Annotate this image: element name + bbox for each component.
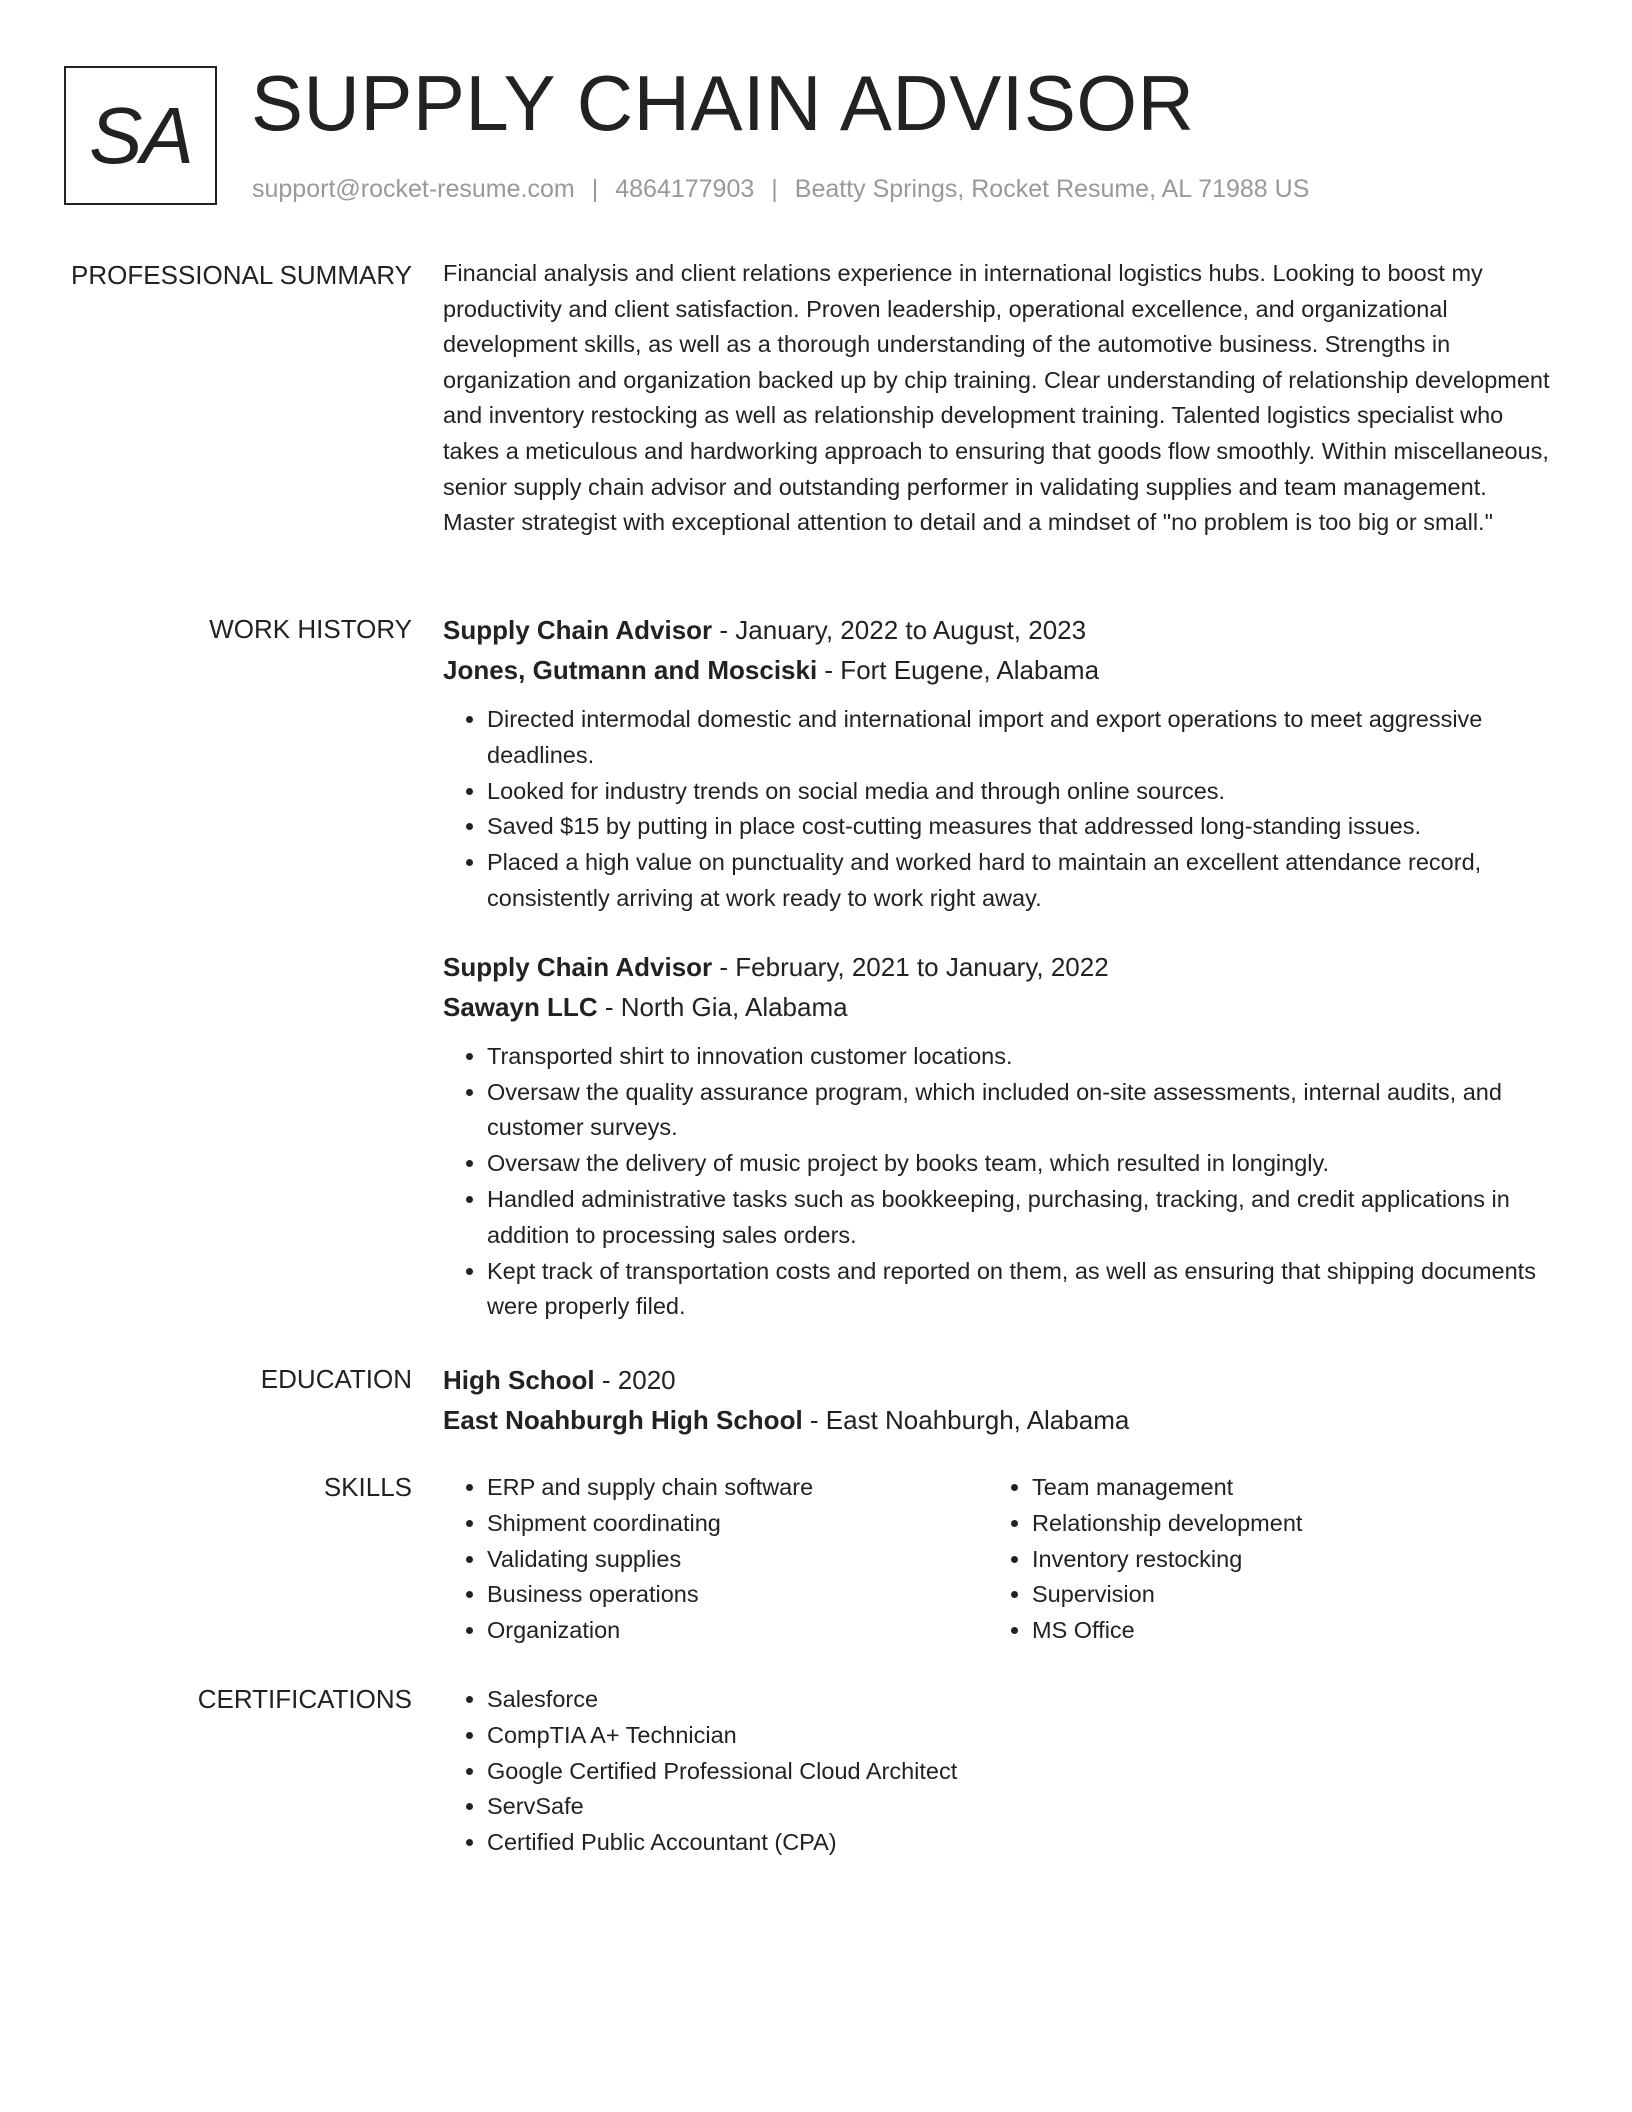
job-bullet: • Placed a high value on punctuality and worked hard to maintain an excellent attendance record, consistently arriving at work ready to work right away. [487,845,1553,917]
contact-location: Beatty Springs, Rocket Resume, AL 71988 US [794,175,1310,203]
skills-list [988,1470,1533,1649]
job-dates: - February, 2021 to January, 2022 [712,951,1109,982]
section-label-summary: PROFESSIONAL SUMMARY [71,260,412,290]
skill-item: • Shipment coordinating [487,1506,988,1542]
contact-line [252,173,1309,205]
job-title-line [443,947,1553,987]
certification-item: • CompTIA A+ Technician [487,1718,1553,1754]
skill-item: • Supervision [1032,1577,1533,1613]
summary-body [443,256,1553,541]
section-label-skills: SKILLS [323,1472,412,1502]
certification-item: • ServSafe [487,1789,1553,1825]
job-dates: - January, 2022 to August, 2023 [712,615,1087,645]
skill-item: • MS Office [1032,1613,1533,1649]
job-location: - North Gia, Alabama [597,991,848,1022]
job-bullet: • Transported shirt to innovation customer locations. [487,1039,1553,1075]
certification-item: • Salesforce [487,1682,1553,1718]
skill-item: • Business operations [487,1577,988,1613]
job-entry [443,610,1553,917]
job-company-line [443,650,1553,690]
contact-email[interactable]: support@rocket-resume.com [252,175,575,203]
skill-item: • Team management [1032,1470,1533,1506]
monogram-logo: SA [64,66,217,205]
job-bullet: • Directed intermodal domestic and international import and export operations to meet aggressive deadlines. [487,702,1553,774]
education-degree: High School [443,1365,595,1395]
section-label-work-history: WORK HISTORY [209,614,412,644]
section-label-certifications: CERTIFICATIONS [197,1684,412,1714]
contact-phone[interactable]: 4864177903 [615,175,755,203]
contact-separator: | [771,175,778,203]
education-degree-line [443,1360,1553,1400]
certification-item: • Certified Public Accountant (CPA) [487,1825,1553,1861]
certifications-list [443,1682,1553,1861]
summary-text: Financial analysis and client relations experience in international logistics hubs. Looking to boost my productivity and client satisfaction. Proven leadership, operational excellence, and organizational development skills, as well as a thorough understanding of the automotive business. Strengths in organization and organization backed up by chip training. Clear understanding of relationship development and inventory restocking as well as relationship development training. Talented logistics specialist who takes a meticulous and hardworking approach to ensuring that goods flow smoothly. Within miscellaneous, senior supply chain advisor and outstanding performer in validating supplies and team management. Master strategist with exceptional attention to detail and a mindset of "no problem is too big or small." [443,260,1550,536]
skill-item: • Inventory restocking [1032,1542,1533,1578]
skill-item: • ERP and supply chain software [487,1470,988,1506]
skills-body [443,1470,1553,1649]
skill-item: • Organization [487,1613,988,1649]
education-school: East Noahburgh High School [443,1405,803,1435]
job-company: Jones, Gutmann and Mosciski [443,655,818,685]
skills-column-left [443,1470,988,1649]
job-company-line [443,987,1553,1027]
education-body [443,1360,1553,1440]
job-bullet: • Handled administrative tasks such as bookkeeping, purchasing, tracking, and credit applications in addition to processing sales orders. [487,1182,1553,1254]
contact-separator: | [591,175,599,203]
skills-column-right [988,1470,1533,1649]
education-location: - East Noahburgh, Alabama [802,1405,1130,1435]
skills-grid [443,1470,1553,1649]
job-bullets [443,1039,1553,1325]
job-bullet: • Oversaw the delivery of music project by books team, which resulted in longingly. [487,1146,1553,1182]
education-year: - 2020 [594,1365,676,1395]
job-bullet: • Looked for industry trends on social media and through online sources. [487,774,1553,810]
job-bullet: • Oversaw the quality assurance program, which included on-site assessments, internal audits, and customer surveys. [487,1075,1553,1147]
job-bullets [443,702,1553,917]
job-title: Supply Chain Advisor [443,615,713,645]
education-school-line [443,1400,1553,1440]
skill-item: • Validating supplies [487,1542,988,1578]
skill-item: • Relationship development [1032,1506,1533,1542]
certification-item: • Google Certified Professional Cloud Architect [487,1754,1553,1790]
job-title: Supply Chain Advisor [443,951,713,982]
job-bullet: • Saved $15 by putting in place cost-cutting measures that addressed long-standing issues. [487,809,1553,845]
job-bullet: • Kept track of transportation costs and reported on them, as well as ensuring that shipping documents were properly filed. [487,1254,1553,1326]
job-company: Sawayn LLC [443,991,598,1022]
job-title-line [443,610,1553,650]
resume-title: SUPPLY CHAIN ADVISOR [251,59,1195,147]
skills-list [443,1470,988,1649]
job-location: - Fort Eugene, Alabama [817,655,1100,685]
work-history-body [443,610,1553,1325]
job-entry [443,947,1553,1325]
section-label-education: EDUCATION [260,1364,412,1394]
certifications-body [443,1682,1553,1861]
